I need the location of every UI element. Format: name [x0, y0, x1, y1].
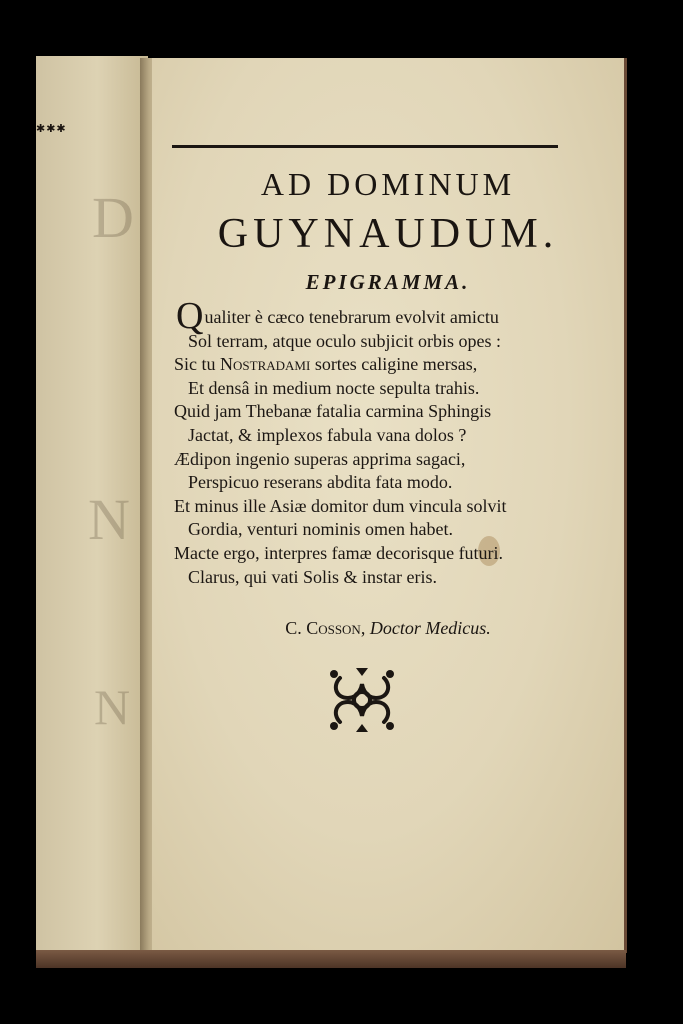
printers-ornament-icon — [326, 664, 398, 736]
signature — [152, 618, 624, 639]
title-line-1: AD DOMINUM — [260, 166, 516, 202]
poem-line-10: Gordia, venturi nominis omen habet. — [188, 519, 453, 540]
left-page-ornament: ✱✱✱ — [36, 122, 67, 135]
show-through-letter-n: N — [88, 487, 130, 552]
poem-line-4: Et densâ in medium nocte sepulta trahis. — [188, 377, 480, 398]
show-through-letter-n-lower: N — [94, 679, 131, 735]
poem-line-8: Perspicuo reserans abdita fata modo. — [188, 472, 453, 493]
poem-line-5: Quid jam Thebanæ fatalia carmina Sphingis — [174, 401, 492, 422]
poem-line-text: ualiter è cæco tenebrarum evolvit amictu — [204, 307, 499, 327]
poem-line-7: Ædipon ingenio superas apprima sagaci, — [174, 448, 466, 469]
poem-line-3-name: Nostradami — [220, 354, 311, 375]
poem-line-6: Jactat, & implexos fabula vana dolos ? — [188, 424, 467, 445]
show-through-letter-d: D — [92, 185, 134, 250]
signature-title: Doctor Medicus. — [369, 618, 491, 638]
title-line-2: GUYNAUDUM. — [217, 211, 559, 257]
signature-name: C. Cosson, — [285, 618, 366, 638]
poem-line-12: Clarus, qui vati Solis & instar eris. — [188, 566, 437, 587]
epigram-poem — [174, 295, 574, 589]
poem-line-1 — [174, 295, 574, 337]
header-rule — [172, 145, 558, 148]
poem-line-11: Macte ergo, interpres famæ decorisque futuri. — [174, 542, 504, 563]
drop-cap: Q — [176, 295, 204, 337]
poem-line-3 — [174, 353, 574, 377]
poem-line-2: Sol terram, atque oculo subjicit orbis opes : — [188, 330, 501, 351]
poem-line-9: Et minus ille Asiæ domitor dum vincula solvit — [174, 495, 507, 516]
subtitle-epigramma: EPIGRAMMA. — [305, 270, 471, 294]
book-cover-edge — [36, 950, 626, 968]
poem-line-3-pre: Sic tu — [174, 354, 221, 375]
poem-line-3-post: sortes caligine mersas, — [310, 354, 478, 375]
left-page — [36, 56, 148, 952]
